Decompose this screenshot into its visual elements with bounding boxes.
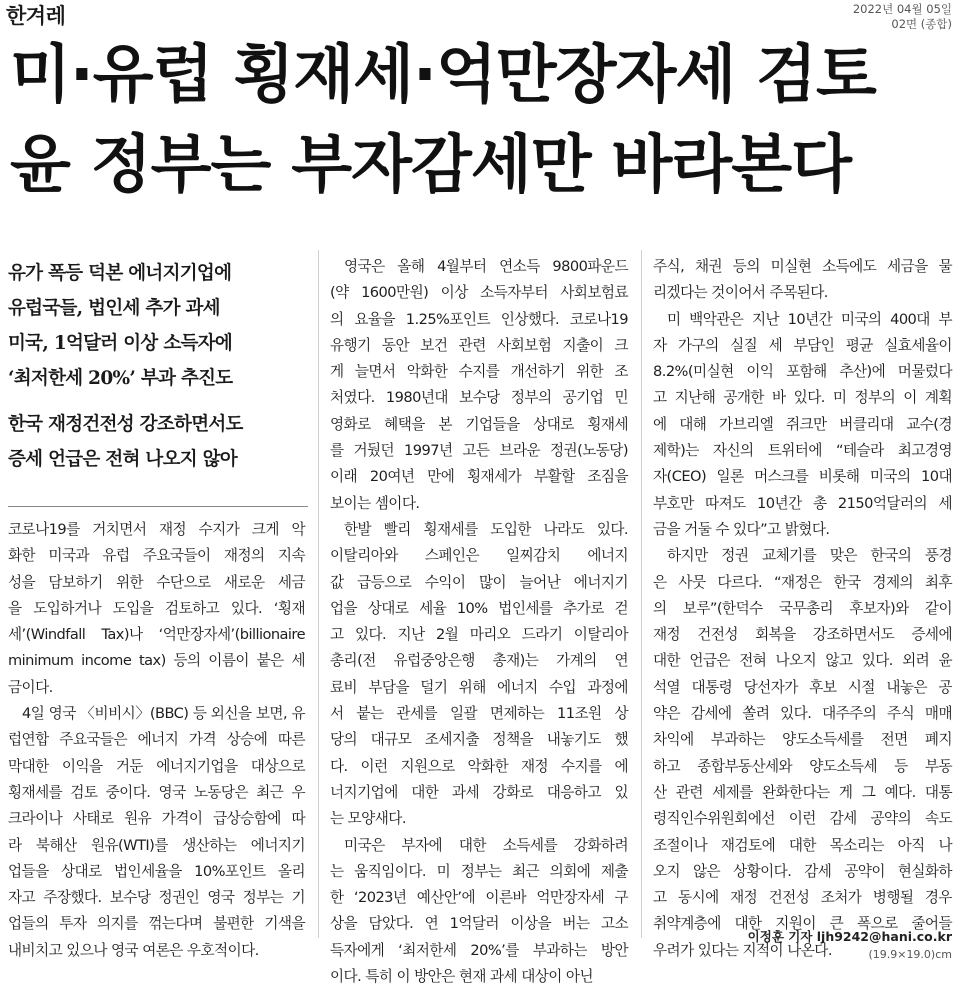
article-line: 고 지난해 공개한 바 있다. 미 정부의 이 계획	[653, 389, 952, 407]
article-column-1	[8, 517, 305, 964]
article-line: 석열 대통령 당선자가 후보 시절 내놓은 공	[653, 678, 952, 696]
article-line: 금이다.	[8, 678, 53, 696]
article-line: 자 가구의 실질 세 부담인 평균 실효세율이	[653, 336, 952, 354]
article-line: 상을 담았다. 연 1억달러 이상을 버는 고소	[330, 915, 628, 933]
article-line: 은 사뭇 다르다. “재정은 한국 경제의 최후	[653, 573, 952, 591]
article-line: 금을 거둘 수 있다”고 밝혔다.	[653, 520, 830, 538]
article-line: 세’(Windfall Tax)나 ‘억만장자세’(billionaire	[8, 626, 305, 644]
article-line: 부호만 따져도 10년간 총 2150억달러의 세	[653, 494, 952, 512]
article-line: 막대한 이익을 거둔 에너지기업을 대상으로	[8, 757, 305, 775]
headline	[10, 30, 954, 210]
article-line: 자고 주장했다. 보수당 정권인 영국 정부는 기	[8, 889, 305, 907]
article-line: 이래 20여년 만에 횡재세가 부활할 조짐을	[330, 468, 628, 486]
article-line: 득자에게 ‘최저한세 20%’를 부과하는 방안	[330, 941, 628, 959]
article-line: 성을 담보하기 위한 수단으로 새로운 세금	[8, 573, 305, 591]
deck-line: 증세 언급은 전혀 나오지 않아	[8, 449, 238, 470]
article-line: 총리(전 유럽중앙은행 총재)는 가계의 연	[330, 652, 628, 670]
dateline	[853, 2, 952, 32]
deck-line: 유럽국들, 법인세 추가 과세	[8, 298, 220, 319]
article-line: 업을 상대로 세율 10% 법인세를 추가로 걷	[330, 599, 628, 617]
article-line: 의 보루”(한덕수 국무총리 후보자)와 같이	[653, 599, 952, 617]
article-line: 보이는 셈이다.	[330, 494, 420, 512]
article-line: 4일 영국 〈비비시〉(BBC) 등 외신을 보면, 유	[22, 705, 305, 723]
article-line: 취약계층에 대한 지원이 큰 폭으로 줄어들	[653, 915, 952, 933]
publication-date: 2022년 04월 05일	[852, 2, 952, 16]
headline-line-1: 미·유럽 횡재세·억만장자세 검토	[10, 38, 876, 111]
article-line: 너지기업에 대한 과세 강화로 대응하고 있	[330, 783, 628, 801]
page-section: 02면 (종합)	[891, 17, 952, 31]
article-line: 령직인수위원회에선 이런 감세 공약의 속도	[653, 810, 952, 828]
article-line: 미국은 부자에 대한 소득세를 강화하려	[344, 836, 628, 854]
clipping-dimensions: (19.9×19.0)cm	[868, 948, 952, 961]
article-line: 제학)는 자신의 트위터에 “테슬라 최고경영	[653, 442, 952, 460]
article-line: 오지 않은 상황이다. 감세 공약이 현실화하	[653, 862, 952, 880]
article-column-2	[330, 254, 628, 990]
article-line: (약 1600만원) 이상 소득자부터 사회보험료	[330, 284, 628, 302]
deck-line: 유가 폭등 덕본 에너지기업에	[8, 263, 232, 284]
article-line: 조절이나 재검토에 대한 목소리는 아직 나	[653, 836, 952, 854]
article-line: 자(CEO) 일론 머스크를 비롯해 미국의 10대	[653, 468, 952, 486]
article-line: 서 붙는 관세를 일괄 면제하는 11조원 상	[330, 705, 628, 723]
article-line: 내비치고 있으나 영국 여론은 우호적이다.	[8, 941, 259, 959]
article-line: 업들을 상대로 법인세율을 10%포인트 올리	[8, 862, 305, 880]
article-line: 리겠다는 것이어서 주목된다.	[653, 284, 828, 302]
article-line: 코로나19를 거치면서 재정 수지가 크게 악	[8, 521, 305, 538]
article-line: 라 북해산 원유(WTI)를 생산하는 에너지기	[8, 836, 305, 854]
article-line: 한발 빨리 횡재세를 도입한 나라도 있다.	[344, 520, 628, 538]
newspaper-masthead: 한겨레	[6, 4, 66, 28]
article-line: 산 관련 세제를 완화한다는 게 그 예다. 대통	[653, 783, 952, 801]
article-line: 을 도입하거나 도입을 검토하고 있다. ‘횡재	[8, 599, 305, 617]
article-line: 미 백악관은 지난 10년간 미국의 400대 부	[667, 310, 952, 328]
article-line: 료비 부담을 덜기 위해 에너지 수입 과정에	[330, 678, 628, 696]
article-line: 처였다. 1980년대 보수당 정부의 공기업 민	[330, 389, 628, 407]
deck-line: 한국 재정건전성 강조하면서도	[8, 414, 243, 435]
article-line: 당의 대규모 조세지출 정책을 내놓기도 했	[330, 731, 628, 749]
article-line: 약은 감세에 쏠려 있다. 대주주의 주식 매매	[653, 705, 952, 723]
article-line: 차익에 부과하는 양도소득세를 전면 폐지	[653, 731, 952, 749]
article-line: 8.2%(미실현 이익 포함해 추산)에 머물렀다	[653, 363, 952, 381]
article-line: 영국은 올해 4월부터 연소득 9800파운드	[344, 258, 628, 275]
article-line: 횡재세를 검토 중이다. 영국 노동당은 최근 우	[8, 783, 305, 801]
article-line: 고 동시에 재정 건전성 조처가 병행될 경우	[653, 889, 952, 907]
article-line: 에 대해 가브리엘 쥐크만 버클리대 교수(경	[653, 415, 952, 433]
article-line: 한 ‘2023년 예산안’에 이른바 억만장자세 구	[330, 889, 628, 907]
column-divider	[641, 250, 642, 938]
article-line: 주식, 채권 등의 미실현 소득에도 세금을 물	[653, 258, 952, 275]
article-line: 이탈리아와 스페인은 일찌감치 에너지	[330, 547, 628, 565]
article-line: 다. 이런 지원으로 악화한 재정 수지를 에	[330, 757, 628, 775]
subheadline-deck	[8, 256, 308, 477]
deck-divider	[8, 506, 308, 507]
article-line: minimum income tax) 등의 이름이 붙은 세	[8, 652, 305, 670]
article-line: 재정 건전성 회복을 강조하면서도 증세에	[653, 626, 952, 644]
article-line: 화한 미국과 유럽 주요국들이 재정의 지속	[8, 547, 305, 565]
article-line: 를 거뒀던 1997년 고든 브라운 정권(노동당)	[330, 442, 628, 460]
article-line: 고 있다. 지난 2월 마리오 드라기 이탈리아	[330, 626, 628, 644]
article-line: 업들의 투자 의지를 꺾는다며 불편한 기색을	[8, 915, 305, 933]
article-line: 게 늘면서 악화한 수지를 개선하기 위한 조	[330, 363, 628, 381]
article-line: 럽연합 주요국들은 에너지 가격 상승에 따른	[8, 731, 305, 749]
article-line: 하지만 정권 교체기를 맞은 한국의 풍경	[667, 547, 952, 565]
deck-line: 미국, 1억달러 이상 소득자에	[8, 333, 233, 354]
article-line: 이다. 특히 이 방안은 현재 과세 대상이 아닌	[330, 968, 594, 986]
reporter-byline: 이정훈 기자 ljh9242@hani.co.kr	[747, 929, 952, 944]
article-line: 우려가 있다는 지적이 나온다.	[653, 941, 832, 959]
article-line: 대한 언급은 전혀 나오지 않고 있다. 외려 윤	[653, 652, 952, 670]
article-line: 는 움직임이다. 미 정부는 최근 의회에 제출	[330, 862, 628, 880]
column-divider	[318, 250, 319, 938]
article-line: 유행기 동안 보건 관련 사회보험 지출이 크	[330, 336, 628, 354]
article-line: 크라이나 사태로 원유 가격이 급상승함에 따	[8, 810, 305, 828]
article-line: 값 급등으로 수익이 많이 늘어난 에너지기	[330, 573, 628, 591]
headline-line-2: 윤 정부는 부자감세만 바라본다	[10, 128, 851, 201]
article-line: 영화로 혜택을 본 기업들을 상대로 횡재세	[330, 415, 628, 433]
article-line: 하고 종합부동산세와 양도소득세 등 부동	[653, 757, 952, 775]
article-line: 의 요율을 1.25%포인트 인상했다. 코로나19	[330, 310, 628, 328]
deck-line: ‘최저한세 20%’ 부과 추진도	[8, 368, 233, 389]
article-column-3	[653, 254, 952, 964]
article-line: 는 모양새다.	[330, 810, 406, 828]
